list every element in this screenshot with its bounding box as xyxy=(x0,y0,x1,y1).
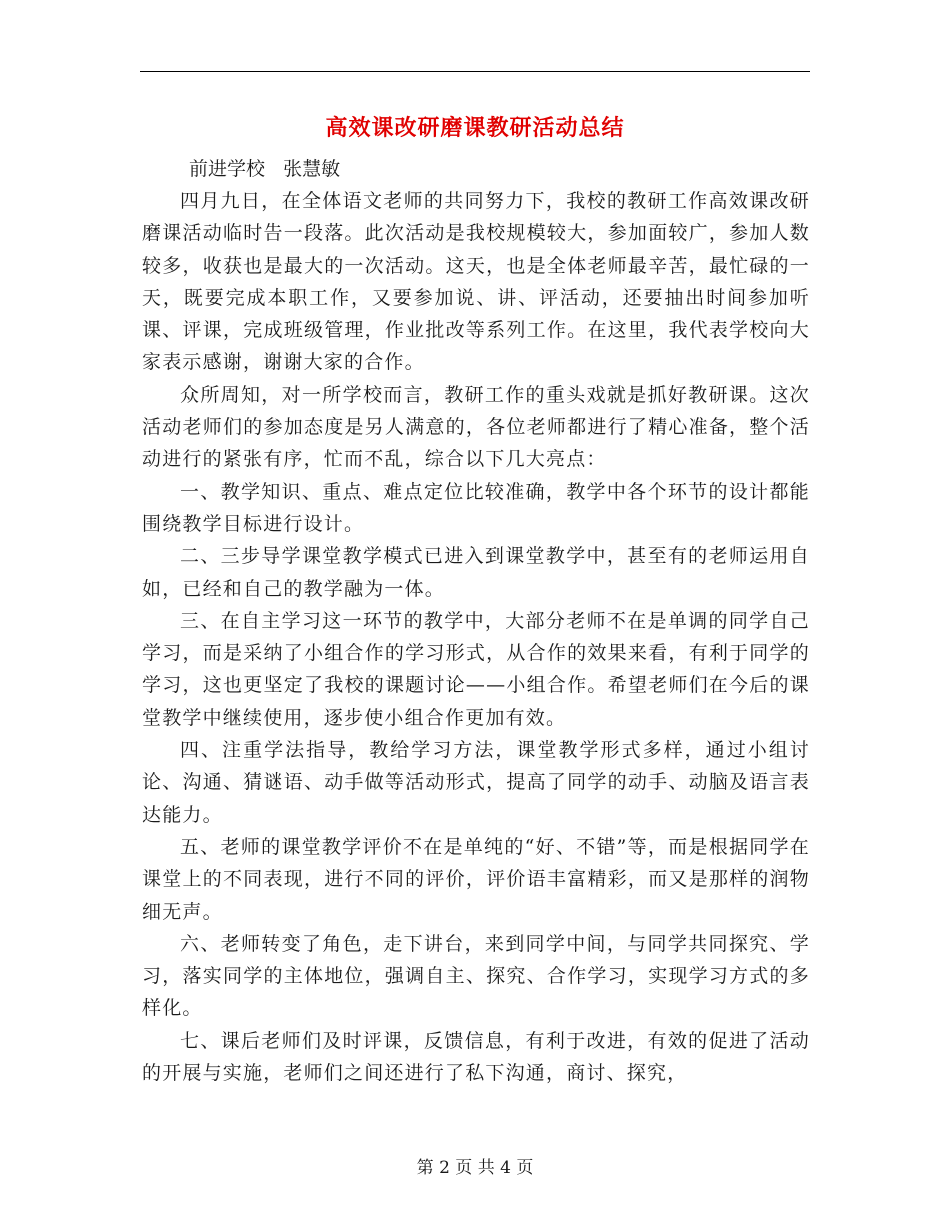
paragraph: 三、在自主学习这一环节的教学中，大部分老师不在是单调的同学自己学习，而是采纳了小组合作的学习形式，从合作的效果来看，有利于同学的学习，这也更坚定了我校的课题讨论——小组合作。希望老师们在今后的课堂教学中继续使用，逐步使小组合作更加有效。 xyxy=(142,609,810,729)
paragraph: 一、教学知识、重点、难点定位比较准确，教学中各个环节的设计都能围绕教学目标进行设计。 xyxy=(142,480,810,535)
page-number-footer: 第 2 页 共 4 页 xyxy=(416,1158,534,1178)
paragraph: 四月九日，在全体语文老师的共同努力下，我校的教研工作高效课改研磨课活动临时告一段落。此次活动是我校规模较大，参加面较广，参加人数较多，收获也是最大的一次活动。这天，也是全体老师最辛苦，最忙碌的一天，既要完成本职工作，又要参加说、讲、评活动，还要抽出时间参加听课、评课，完成班级管理，作业批改等系列工作。在这里，我代表学校向大家表示感谢，谢谢大家的合作。 xyxy=(142,190,810,374)
paragraph: 众所周知，对一所学校而言，教研工作的重头戏就是抓好教研课。这次活动老师们的参加态度是另人满意的，各位老师都进行了精心准备，整个活动进行的紧张有序，忙而不乱，综合以下几大亮点： xyxy=(142,383,810,471)
document-title: 高效课改研磨课教研活动总结 xyxy=(325,115,625,141)
paragraph: 七、课后老师们及时评课，反馈信息，有利于改进，有效的促进了活动的开展与实施，老师们之间还进行了私下沟通，商讨、探究， xyxy=(142,1029,810,1085)
paragraph: 六、老师转变了角色，走下讲台，来到同学中间，与同学共同探究、学习，落实同学的主体地位，强调自主、探究、合作学习，实现学习方式的多样化。 xyxy=(142,932,810,1020)
paragraph: 五、老师的课堂教学评价不在是单纯的“好、不错”等，而是根据同学在课堂上的不同表现，进行不同的评价，评价语丰富精彩，而又是那样的润物细无声。 xyxy=(142,835,810,923)
paragraph: 四、注重学法指导，教给学习方法，课堂教学形式多样，通过小组讨论、沟通、猜谜语、动手做等活动形式，提高了同学的动手、动脑及语言表达能力。 xyxy=(142,739,810,826)
document-body xyxy=(142,185,810,1089)
paragraph: 二、三步导学课堂教学模式已进入到课堂教学中，甚至有的老师运用自如，已经和自己的教学融为一体。 xyxy=(142,545,810,600)
author-byline: 前进学校 张慧敏 xyxy=(189,158,341,180)
header-rule xyxy=(140,71,810,72)
